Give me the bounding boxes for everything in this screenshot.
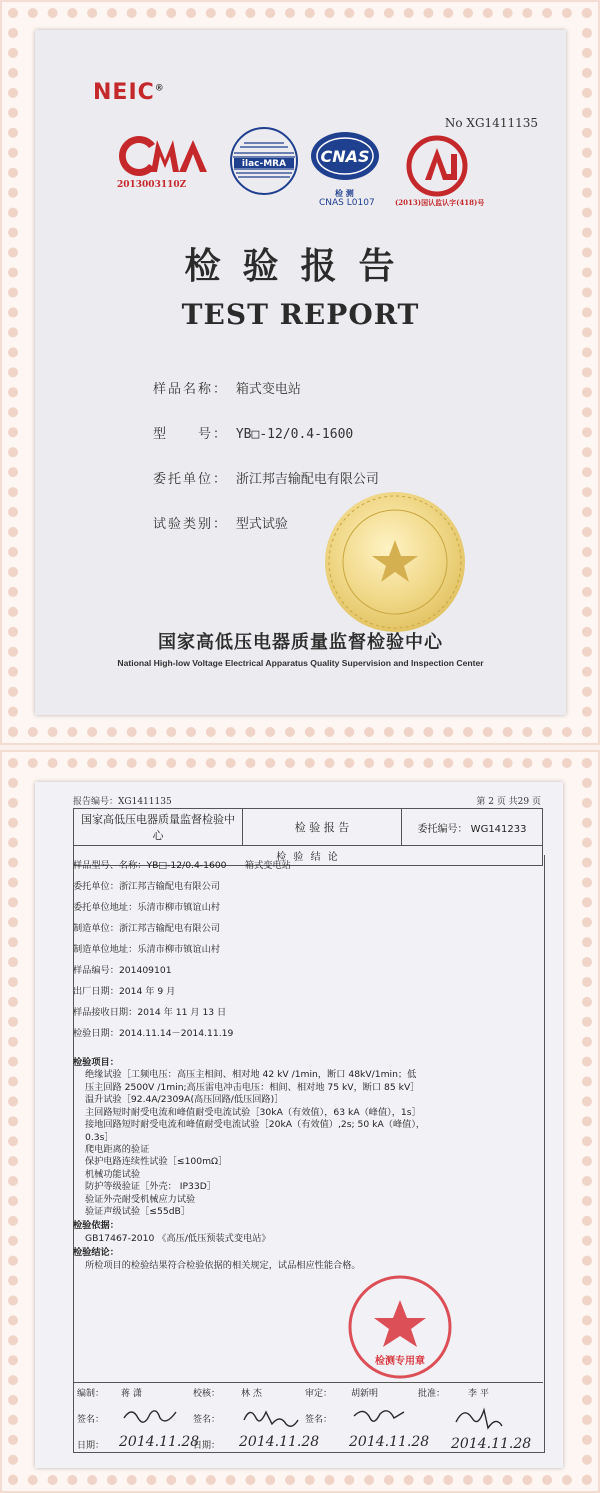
info-row (73, 965, 543, 986)
sign-label: 签名： (193, 1415, 221, 1425)
item-line: 验证声级试验［≤55dB］ (85, 1206, 191, 1218)
info-label: 制造单位： (73, 923, 119, 934)
date-label: 日期： (77, 1441, 105, 1451)
section-title: 检 验 结 论 (74, 846, 543, 866)
report-conclusion-page (35, 782, 563, 1468)
cma-logo (115, 132, 215, 180)
reviewed-name: 胡新明 (351, 1389, 379, 1399)
approved-name: 李 平 (468, 1389, 489, 1399)
item-line: 保护电路连续性试验［≤100mΩ］ (85, 1156, 228, 1168)
item-line: 机械功能试验 (85, 1168, 141, 1180)
handwritten-date: 2014.11.28 (349, 1434, 430, 1450)
svg-text:ilac-MRA: ilac-MRA (241, 159, 287, 169)
svg-text:检测专用章: 检测专用章 (375, 1356, 425, 1367)
info-value: 浙江邦吉输配电有限公司 (118, 881, 220, 892)
sign-label: 签名： (305, 1415, 333, 1425)
inspection-red-seal (345, 1272, 455, 1382)
date-row (73, 1432, 543, 1458)
cma-code: 2013003110Z (117, 180, 187, 190)
cnas-sub: 检 测 (335, 188, 354, 198)
info-value: 浙江邦吉输配电有限公司 (118, 923, 220, 934)
info-label: 制造单位地址： (73, 944, 138, 955)
item-line: 温升试验［92.4A/2309A(高压回路/低压回路)］ (85, 1094, 284, 1106)
field-label: 型 号： (153, 427, 229, 442)
page-info: 第 2 页 共29 页 (476, 797, 541, 807)
handwritten-date: 2014.11.28 (239, 1434, 320, 1450)
sign-label: 签名： (77, 1415, 105, 1425)
field-value: 型式试验 (235, 517, 288, 532)
info-value: 2014.11.14－2014.11.19 (118, 1028, 234, 1039)
handwritten-signature (453, 1402, 513, 1430)
item-line: 验证外壳耐受机械应力试验 (85, 1193, 196, 1205)
field-sample-name (153, 378, 301, 397)
item-line: 主回路短时耐受电流和峰值耐受电流试验［30kA（有效值），63 kA（峰值），1s］ (85, 1106, 421, 1118)
brand-text: NEIC (93, 80, 155, 105)
cal-code: (2013)国认监认字(418)号 (395, 198, 485, 207)
role-row (73, 1382, 543, 1402)
title-cell: 检 验 报 告 (243, 809, 402, 846)
org-cell: 国家高低压电器质量监督检验中心 (74, 809, 243, 846)
item-line: 0.3s］ (85, 1131, 114, 1143)
basis-text: GB17467-2010 《高压/低压预装式变电站》 (85, 1232, 271, 1244)
info-row (73, 986, 543, 1007)
info-value: 乐清市柳市镇谊山村 (137, 944, 220, 955)
report-cover-page (35, 30, 566, 715)
item-line: 压主回路 2500V /1min;高压雷电冲击电压：相间、相对地 75 kV，断口 85 kV］ (85, 1081, 420, 1093)
entrust-no-cell: 委托编号： WG141233 (402, 809, 543, 846)
field-value: 箱式变电站 (235, 382, 301, 397)
conclusion-title: 检验结论： (73, 1247, 119, 1259)
info-row (73, 1028, 543, 1049)
info-value: 2014 年 9 月 (118, 986, 176, 997)
field-model (153, 423, 353, 442)
embossed-gold-seal (325, 492, 465, 632)
item-line: 绝缘试验［工频电压：高压主相间、相对地 42 kV /1min，断口 48kV/1min；低 (85, 1069, 417, 1081)
handwritten-date: 2014.11.28 (119, 1434, 200, 1450)
report-cover-frame (0, 0, 600, 745)
info-row (73, 860, 543, 881)
info-label: 检验日期： (73, 1028, 119, 1039)
approved-label: 批准： (418, 1389, 446, 1399)
sample-info (73, 860, 543, 1049)
report-title-en: TEST REPORT (181, 298, 420, 331)
info-row (73, 923, 543, 944)
item-line: 爬电距离的验证 (85, 1143, 150, 1155)
field-test-type (153, 513, 288, 532)
info-label: 样品型号、名称： (73, 860, 147, 871)
sign-row (73, 1402, 543, 1432)
cnas-logo (305, 128, 385, 188)
basis-title: 检验依据： (73, 1220, 119, 1232)
items-title: 检验项目： (73, 1057, 119, 1068)
info-row (73, 1007, 543, 1028)
checked-name: 林 杰 (241, 1389, 262, 1399)
info-label: 样品接收日期： (73, 1007, 138, 1018)
svg-text:CNAS: CNAS (320, 147, 370, 166)
field-label: 委托单位： (153, 472, 229, 487)
cnas-code: CNAS L0107 (319, 198, 375, 208)
center-name-cn: 国家高低压电器质量监督检验中心 (158, 632, 443, 653)
item-line: 防护等级验证［外壳： IP33D］ (85, 1181, 216, 1193)
report-number: No XG1411135 (444, 116, 538, 130)
info-row (73, 902, 543, 923)
info-value: YB□-12/0.4-1600 箱式变电站 (146, 860, 291, 871)
date-label: 日期： (193, 1441, 221, 1451)
info-row (73, 881, 543, 902)
report-number-small: 报告编号：XG1411135 (73, 797, 172, 807)
field-client (153, 468, 379, 487)
info-label: 委托单位地址： (73, 902, 138, 913)
field-value: YB□-12/0.4-1600 (235, 427, 354, 442)
field-value: 浙江邦吉输配电有限公司 (235, 472, 379, 487)
center-name-en: National High-low Voltage Electrical Apparatus Quality Supervision and Inspection Center (117, 658, 484, 668)
info-value: 201409101 (118, 965, 172, 976)
conclusion-text: 所检项目的检验结果符合检验依据的相关规定，试品相应性能合格。 (85, 1259, 361, 1271)
info-label: 出厂日期： (73, 986, 119, 997)
handwritten-date: 2014.11.28 (451, 1436, 532, 1452)
neic-logo (93, 80, 165, 105)
test-items (73, 1057, 543, 1272)
compiled-label: 编制： (77, 1389, 105, 1399)
field-label: 试验类别： (153, 517, 229, 532)
handwritten-signature (241, 1404, 301, 1428)
item-line: 接地回路短时耐受电流和峰值耐受电流试验［20kA（有效值）,2s; 50 kA（峰值）， (85, 1119, 426, 1131)
info-label: 样品编号： (73, 965, 119, 976)
ilac-mra-logo (228, 125, 300, 197)
info-label: 委托单位： (73, 881, 119, 892)
handwritten-signature (351, 1404, 411, 1428)
checked-label: 校核： (193, 1389, 221, 1399)
compiled-name: 蒋 潇 (121, 1389, 142, 1399)
cal-logo (405, 134, 469, 198)
report-title-cn: 检验报告 (184, 246, 417, 287)
registered-mark: ® (154, 83, 165, 94)
signature-block (73, 1382, 543, 1458)
info-row (73, 944, 543, 965)
field-label: 样品名称： (153, 382, 229, 397)
info-value: 乐清市柳市镇谊山村 (137, 902, 220, 913)
reviewed-label: 审定： (305, 1389, 333, 1399)
info-value: 2014 年 11 月 13 日 (137, 1007, 227, 1018)
handwritten-signature (121, 1404, 181, 1428)
